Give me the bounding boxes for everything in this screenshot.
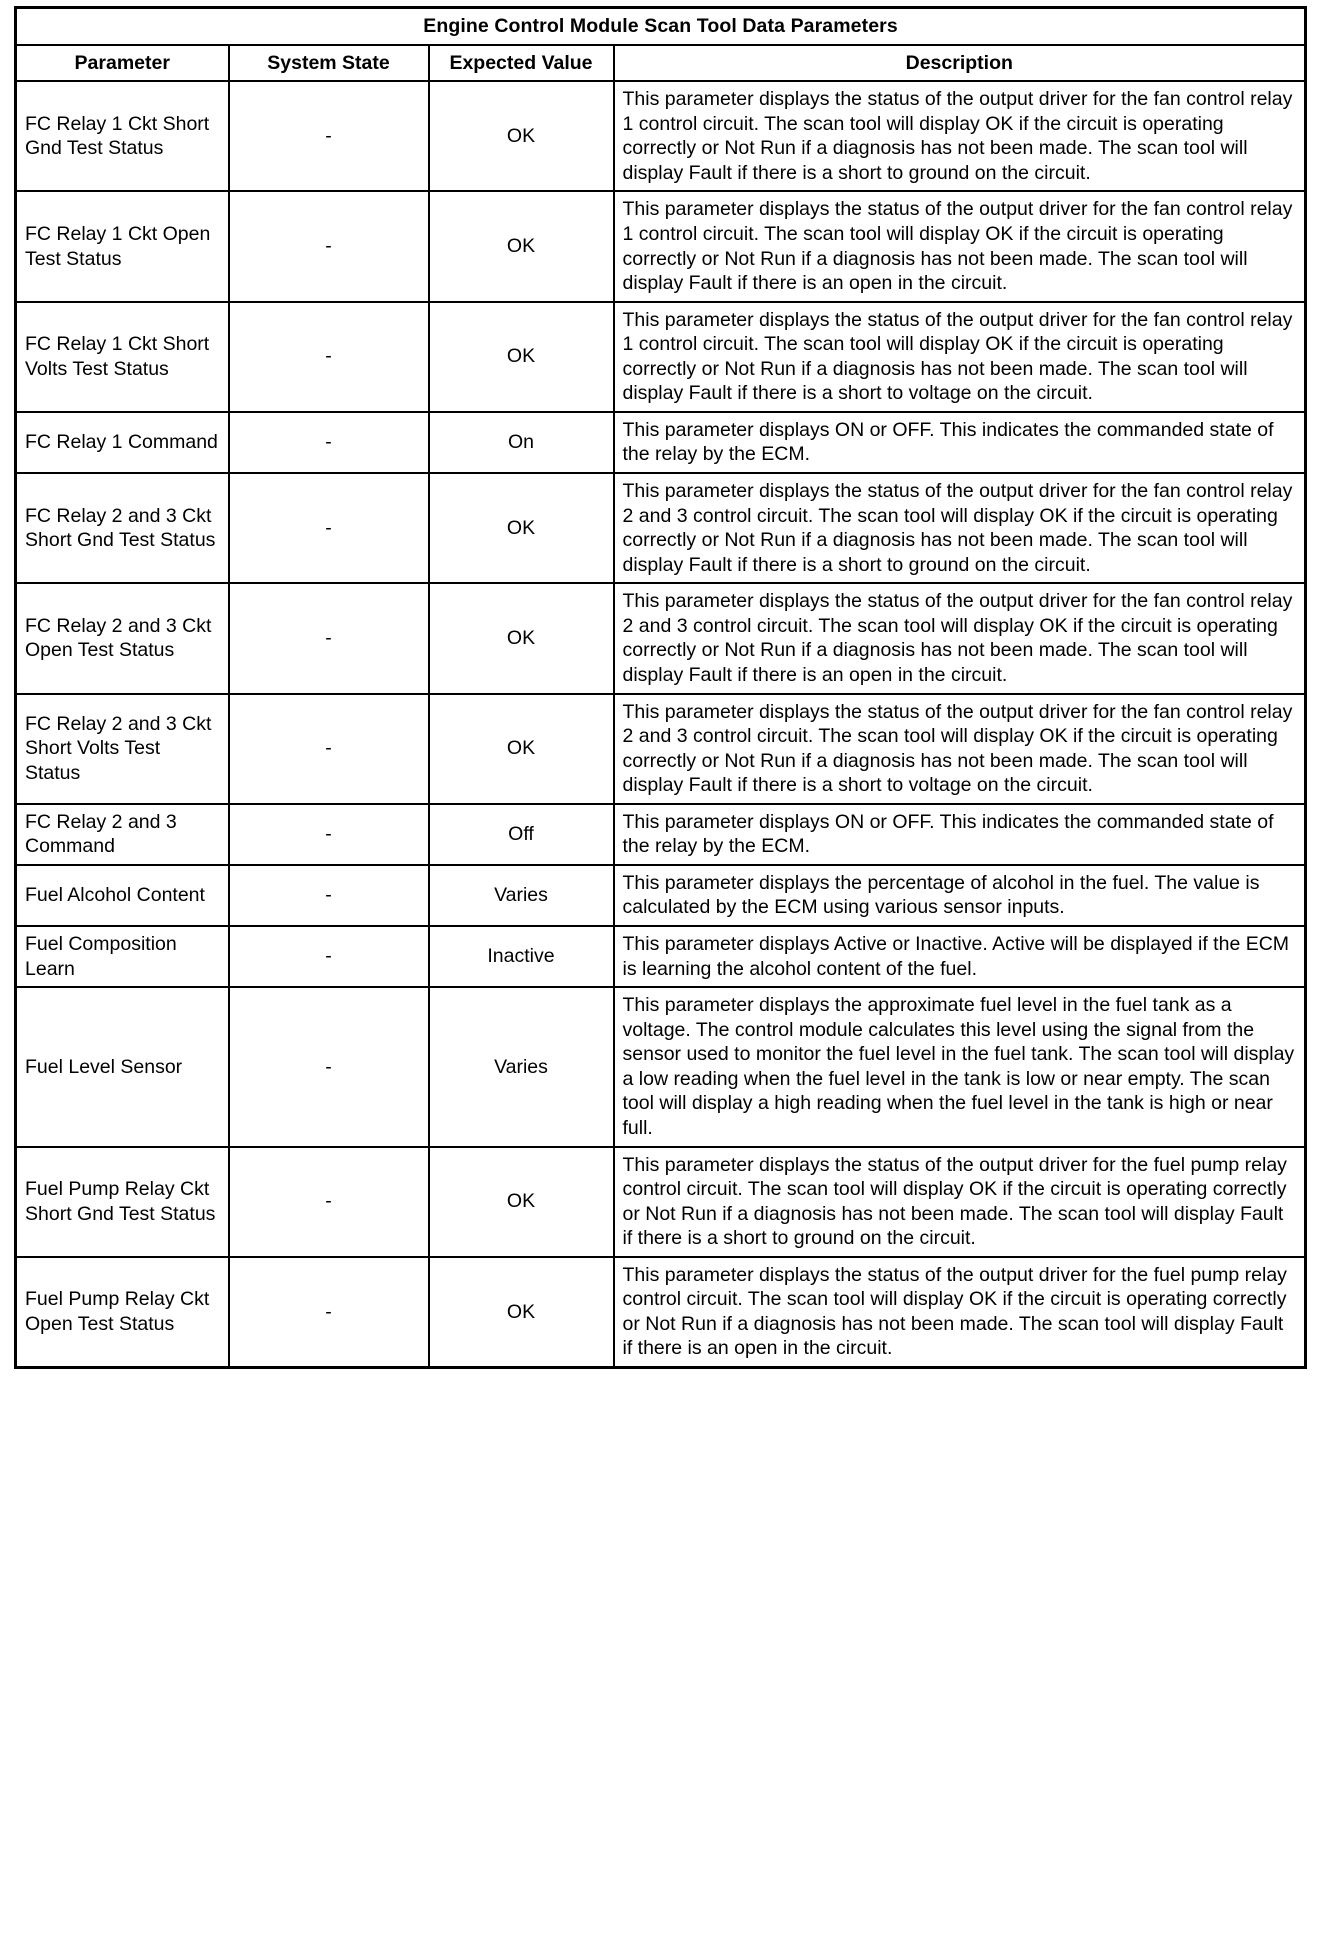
- table-title: Engine Control Module Scan Tool Data Parameters: [16, 8, 1306, 45]
- cell-parameter: FC Relay 2 and 3 Command: [16, 804, 229, 865]
- table-row: [16, 987, 1306, 1146]
- cell-parameter: FC Relay 1 Ckt Open Test Status: [16, 191, 229, 301]
- cell-description: This parameter displays the status of the output driver for the fan control relay 2 and 3 control circuit. The scan tool will display OK if the circuit is operating correctly or Not Run if a diagnosis has not been made. The scan tool will display Fault if there is a short to voltage on the circuit.: [614, 694, 1306, 804]
- cell-description: This parameter displays the status of the output driver for the fan control relay 1 control circuit. The scan tool will display OK if the circuit is operating correctly or Not Run if a diagnosis has not been made. The scan tool will display Fault if there is a short to voltage on the circuit.: [614, 302, 1306, 412]
- cell-expected-value: OK: [429, 191, 614, 301]
- column-header-system-state: System State: [229, 45, 429, 82]
- cell-parameter: Fuel Pump Relay Ckt Open Test Status: [16, 1257, 229, 1368]
- column-header-expected-value: Expected Value: [429, 45, 614, 82]
- cell-description: This parameter displays ON or OFF. This indicates the commanded state of the relay by the ECM.: [614, 804, 1306, 865]
- column-header-parameter: Parameter: [16, 45, 229, 82]
- cell-expected-value: OK: [429, 302, 614, 412]
- cell-description: This parameter displays the status of the output driver for the fan control relay 1 control circuit. The scan tool will display OK if the circuit is operating correctly or Not Run if a diagnosis has not been made. The scan tool will display Fault if there is a short to ground on the circuit.: [614, 81, 1306, 191]
- table-row: [16, 412, 1306, 473]
- cell-system-state: -: [229, 865, 429, 926]
- cell-expected-value: Varies: [429, 865, 614, 926]
- cell-system-state: -: [229, 926, 429, 987]
- cell-description: This parameter displays the status of the output driver for the fuel pump relay control circuit. The scan tool will display OK if the circuit is operating correctly or Not Run if a diagnosis has not been made. The scan tool will display Fault if there is a short to ground on the circuit.: [614, 1147, 1306, 1257]
- cell-parameter: FC Relay 1 Command: [16, 412, 229, 473]
- table-row: [16, 804, 1306, 865]
- cell-system-state: -: [229, 804, 429, 865]
- table-row: [16, 1257, 1306, 1368]
- cell-description: This parameter displays the status of the output driver for the fan control relay 2 and 3 control circuit. The scan tool will display OK if the circuit is operating correctly or Not Run if a diagnosis has not been made. The scan tool will display Fault if there is a short to ground on the circuit.: [614, 473, 1306, 583]
- table-row: [16, 865, 1306, 926]
- table-row: [16, 81, 1306, 191]
- cell-system-state: -: [229, 694, 429, 804]
- cell-parameter: Fuel Alcohol Content: [16, 865, 229, 926]
- cell-parameter: FC Relay 1 Ckt Short Volts Test Status: [16, 302, 229, 412]
- cell-expected-value: OK: [429, 583, 614, 693]
- cell-description: This parameter displays Active or Inactive. Active will be displayed if the ECM is learning the alcohol content of the fuel.: [614, 926, 1306, 987]
- cell-expected-value: OK: [429, 81, 614, 191]
- table-row: [16, 191, 1306, 301]
- cell-description: This parameter displays the status of the output driver for the fuel pump relay control circuit. The scan tool will display OK if the circuit is operating correctly or Not Run if a diagnosis has not been made. The scan tool will display Fault if there is an open in the circuit.: [614, 1257, 1306, 1368]
- cell-expected-value: OK: [429, 694, 614, 804]
- cell-description: This parameter displays the status of the output driver for the fan control relay 1 control circuit. The scan tool will display OK if the circuit is operating correctly or Not Run if a diagnosis has not been made. The scan tool will display Fault if there is an open in the circuit.: [614, 191, 1306, 301]
- cell-expected-value: Varies: [429, 987, 614, 1146]
- table-row: [16, 473, 1306, 583]
- cell-system-state: -: [229, 302, 429, 412]
- table-row: [16, 1147, 1306, 1257]
- cell-expected-value: Off: [429, 804, 614, 865]
- cell-system-state: -: [229, 1257, 429, 1368]
- table-body: [16, 81, 1306, 1367]
- cell-system-state: -: [229, 473, 429, 583]
- cell-system-state: -: [229, 81, 429, 191]
- cell-expected-value: OK: [429, 1147, 614, 1257]
- cell-system-state: -: [229, 191, 429, 301]
- table-row: [16, 302, 1306, 412]
- table-header-row: [16, 45, 1306, 82]
- cell-parameter: FC Relay 1 Ckt Short Gnd Test Status: [16, 81, 229, 191]
- cell-description: This parameter displays the percentage of alcohol in the fuel. The value is calculated by the ECM using various sensor inputs.: [614, 865, 1306, 926]
- table-title-row: [16, 8, 1306, 45]
- cell-expected-value: Inactive: [429, 926, 614, 987]
- cell-description: This parameter displays the status of the output driver for the fan control relay 2 and 3 control circuit. The scan tool will display OK if the circuit is operating correctly or Not Run if a diagnosis has not been made. The scan tool will display Fault if there is an open in the circuit.: [614, 583, 1306, 693]
- cell-parameter: FC Relay 2 and 3 Ckt Short Gnd Test Status: [16, 473, 229, 583]
- cell-system-state: -: [229, 1147, 429, 1257]
- cell-parameter: FC Relay 2 and 3 Ckt Open Test Status: [16, 583, 229, 693]
- table-row: [16, 694, 1306, 804]
- scan-tool-data-table: [14, 6, 1307, 1369]
- cell-parameter: FC Relay 2 and 3 Ckt Short Volts Test Status: [16, 694, 229, 804]
- cell-description: This parameter displays the approximate fuel level in the fuel tank as a voltage. The control module calculates this level using the signal from the sensor used to monitor the fuel level in the fuel tank. The scan tool will display a low reading when the fuel level in the tank is low or near empty. The scan tool will display a high reading when the fuel level in the tank is high or near full.: [614, 987, 1306, 1146]
- column-header-description: Description: [614, 45, 1306, 82]
- cell-expected-value: On: [429, 412, 614, 473]
- cell-parameter: Fuel Pump Relay Ckt Short Gnd Test Status: [16, 1147, 229, 1257]
- cell-parameter: Fuel Level Sensor: [16, 987, 229, 1146]
- table-row: [16, 926, 1306, 987]
- cell-parameter: Fuel Composition Learn: [16, 926, 229, 987]
- cell-expected-value: OK: [429, 1257, 614, 1368]
- cell-description: This parameter displays ON or OFF. This indicates the commanded state of the relay by the ECM.: [614, 412, 1306, 473]
- table-row: [16, 583, 1306, 693]
- cell-system-state: -: [229, 412, 429, 473]
- cell-expected-value: OK: [429, 473, 614, 583]
- cell-system-state: -: [229, 583, 429, 693]
- cell-system-state: -: [229, 987, 429, 1146]
